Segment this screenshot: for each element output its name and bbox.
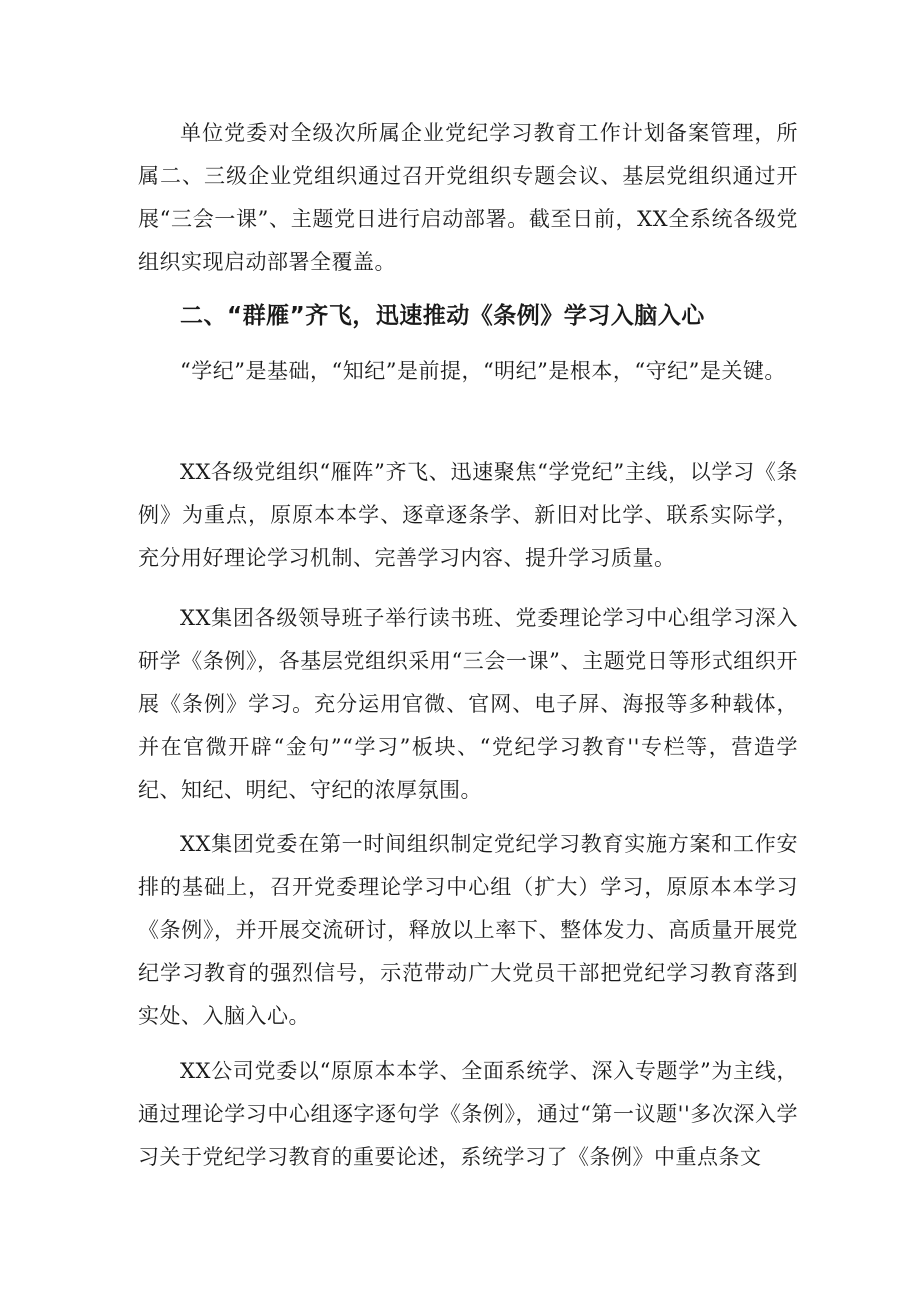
paragraph-group-leadership-study: XX集团各级领导班子举行读书班、党委理论学习中心组学习深入研学《条例》，各基层党组织采用“三会一课”、主题党日等形式组织开展《条例》学习。充分运用官微、官网、电子屏、海报等多种载体，并在官微开辟“金句”“学习”板块、“党纪学习教育''专栏等，营造学纪、知纪、明纪、守纪的浓厚氛围。 (138, 606, 798, 802)
paragraph-company-committee-study: XX公司党委以“原原本本学、全面系统学、深入专题学”为主线，通过理论学习中心组逐字逐句学《条例》，通过“第一议题''多次深入学习关于党纪学习教育的重要论述，系统学习了《条例》中重点条文 (138, 1059, 798, 1169)
paragraph-discipline-basics: “学纪”是基础，“知纪”是前提，“明纪”是根本，“守纪”是关键。 (180, 359, 786, 383)
paragraph-group-committee-plan: XX集团党委在第一时间组织制定党纪学习教育实施方案和工作安排的基础上，召开党委理论学习中心组（扩大）学习，原原本本学习《条例》，并开展交流研讨，释放以上率下、整体发力、高质量开展党纪学习教育的强烈信号，示范带动广大党员干部把党纪学习教育落到实处、入脑入心。 (138, 832, 798, 1028)
paragraph-party-committee-deployment: 单位党委对全级次所属企业党纪学习教育工作计划备案管理，所属二、三级企业党组织通过召开党组织专题会议、基层党组织通过开展“三会一课”、主题党日进行启动部署。截至日前，XX全系统各级党组织实现启动部署全覆盖。 (138, 121, 798, 274)
paragraph-study-focus: XX各级党组织“雁阵”齐飞、迅速聚焦“学党纪”主线，以学习《条例》为重点，原原本本学、逐章逐条学、新旧对比学、联系实际学，充分用好理论学习机制、完善学习内容、提升学习质量。 (138, 460, 798, 570)
section-heading-two: 二、“群雁”齐飞，迅速推动《条例》学习入脑入心 (180, 303, 705, 329)
